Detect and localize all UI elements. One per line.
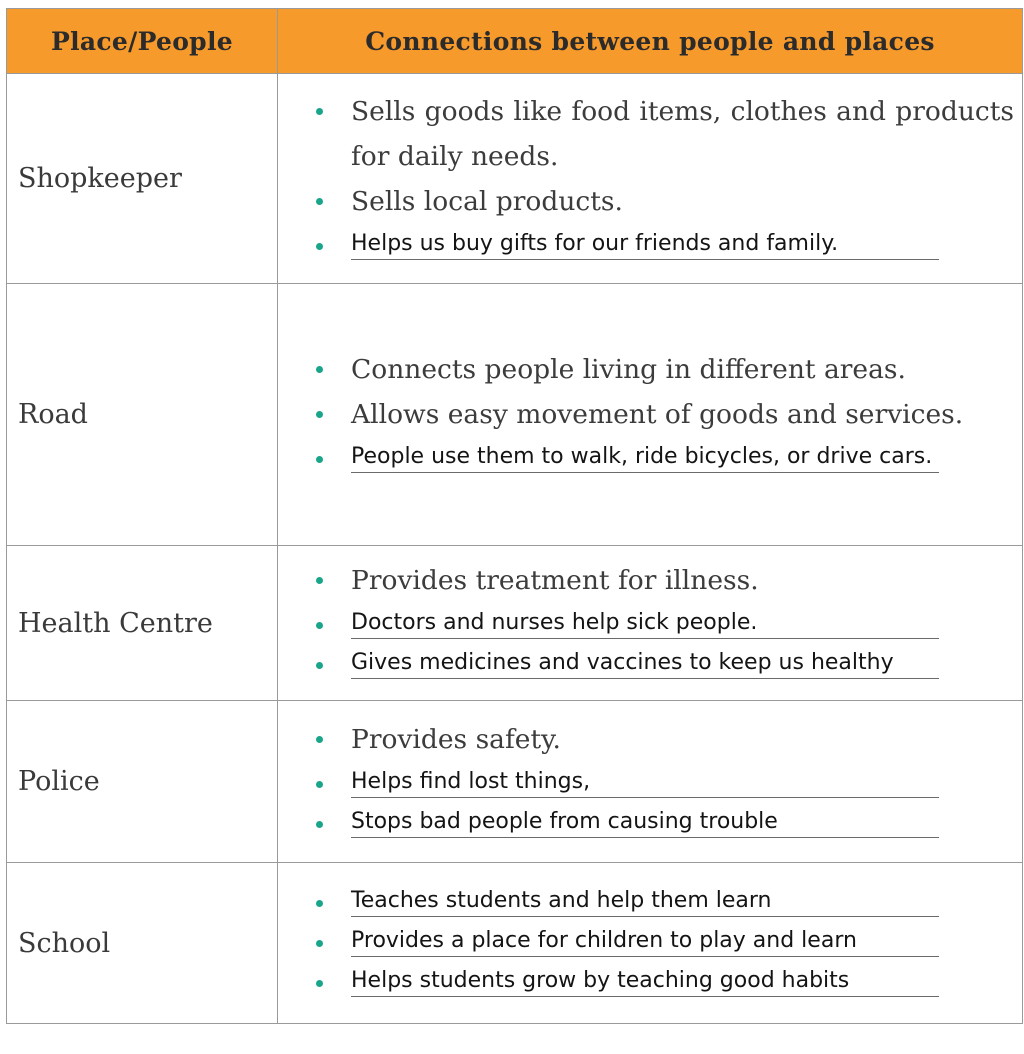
connections-list — [278, 347, 1022, 473]
connections-cell — [278, 546, 1023, 701]
place-cell: Shopkeeper — [7, 74, 278, 284]
written-answer-text: Helps us buy gifts for our friends and family. — [351, 229, 939, 260]
printed-point: Connects people living in different areas. — [316, 347, 1022, 392]
connections-cell — [278, 701, 1023, 863]
connections-list — [278, 558, 1022, 679]
written-answer-text: Helps find lost things, — [351, 767, 939, 798]
written-answer-text: Doctors and nurses help sick people. — [351, 608, 939, 639]
connections-cell — [278, 74, 1023, 284]
connections-list — [278, 886, 1022, 997]
place-cell: School — [7, 863, 278, 1024]
connections-table-container — [6, 8, 1022, 1024]
connections-cell — [278, 863, 1023, 1024]
written-answer — [316, 648, 1022, 679]
written-answer-text: Teaches students and help them learn — [351, 886, 939, 917]
table-row — [7, 701, 1023, 863]
connections-cell — [278, 284, 1023, 546]
printed-point: Allows easy movement of goods and services. — [316, 392, 1022, 437]
printed-point: Provides safety. — [316, 717, 1022, 762]
place-cell: Police — [7, 701, 278, 863]
header-row — [7, 9, 1023, 74]
printed-point: Sells goods like food items, clothes and products for daily needs. — [316, 89, 1014, 179]
written-answer — [316, 442, 1022, 473]
written-answer — [316, 767, 1022, 798]
written-answer — [316, 229, 1014, 260]
written-answer-text: Gives medicines and vaccines to keep us healthy — [351, 648, 939, 679]
written-answer — [316, 608, 1022, 639]
printed-point: Sells local products. — [316, 179, 1014, 224]
place-cell: Road — [7, 284, 278, 546]
table-row — [7, 284, 1023, 546]
written-answer — [316, 886, 1022, 917]
table-row — [7, 74, 1023, 284]
table-row — [7, 546, 1023, 701]
written-answer-text: Provides a place for children to play and learn — [351, 926, 939, 957]
connections-list — [278, 717, 1022, 838]
written-answer-text: People use them to walk, ride bicycles, or drive cars. — [351, 442, 939, 473]
written-answer — [316, 807, 1022, 838]
written-answer-text: Stops bad people from causing trouble — [351, 807, 939, 838]
written-answer — [316, 966, 1022, 997]
header-connections: Connections between people and places — [278, 9, 1023, 74]
connections-table — [6, 8, 1023, 1024]
header-place-people: Place/People — [7, 9, 278, 74]
printed-point: Provides treatment for illness. — [316, 558, 1022, 603]
table-row — [7, 863, 1023, 1024]
written-answer — [316, 926, 1022, 957]
written-answer-text: Helps students grow by teaching good habits — [351, 966, 939, 997]
place-cell: Health Centre — [7, 546, 278, 701]
connections-list — [278, 89, 1022, 260]
